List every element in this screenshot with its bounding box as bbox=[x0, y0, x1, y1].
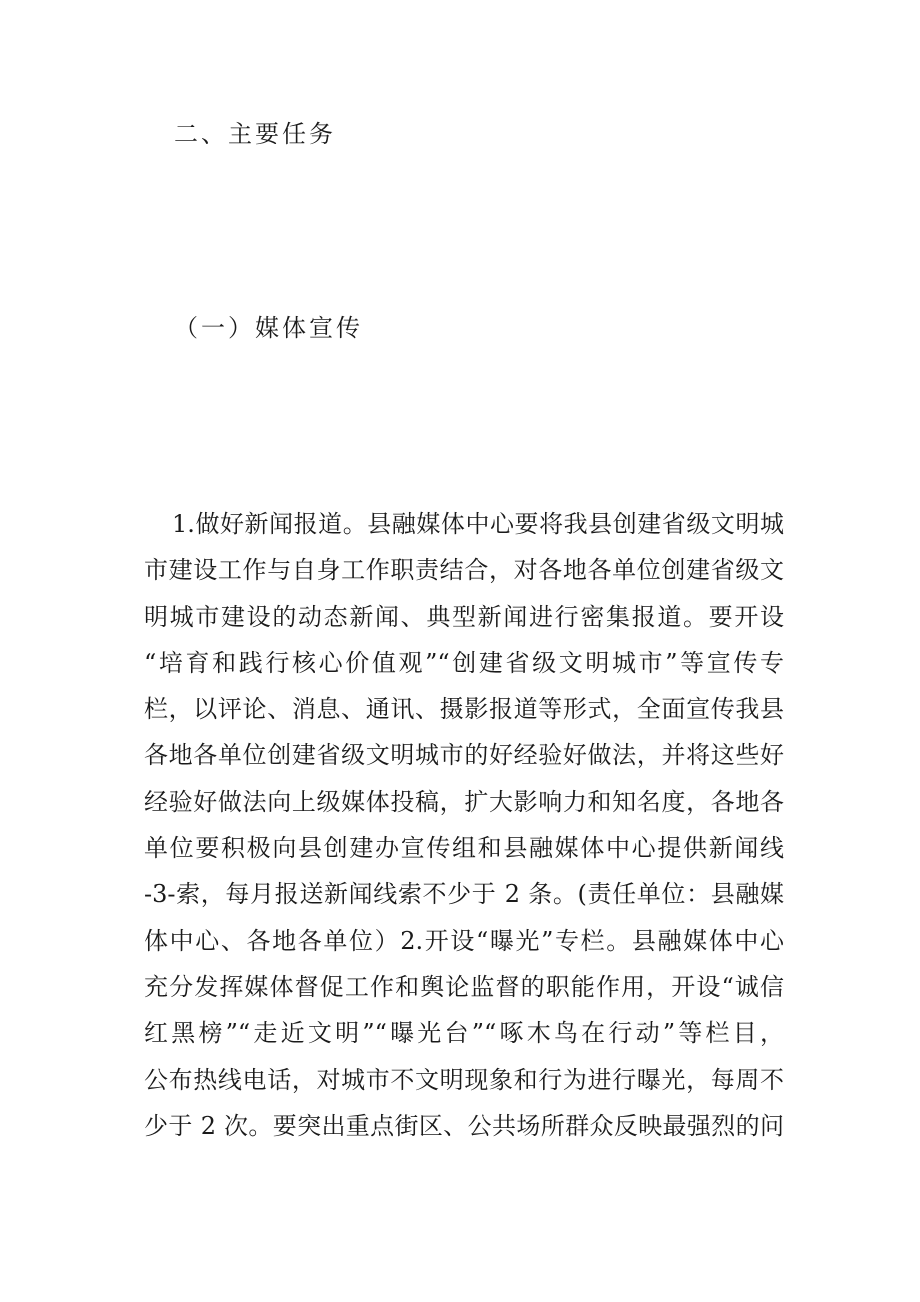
body-line: 充分发挥媒体督促工作和舆论监督的职能作用，开设“诚信 bbox=[144, 972, 784, 1001]
body-line: 栏，以评论、消息、通讯、摄影报道等形式，全面宣传我县 bbox=[144, 695, 784, 724]
body-line: 少于 2 次。要突出重点街区、公共场所群众反映最强烈的问 bbox=[144, 1111, 784, 1140]
subsection-heading: （一）媒体宣传 bbox=[174, 314, 363, 342]
body-line: “培育和践行核心价值观”“创建省级文明城市”等宣传专 bbox=[144, 648, 784, 677]
body-line: 市建设工作与自身工作职责结合，对各地各单位创建省级文 bbox=[144, 556, 784, 585]
body-line: 各地各单位创建省级文明城市的好经验好做法，并将这些好 bbox=[144, 741, 784, 770]
body-paragraph bbox=[144, 507, 784, 1155]
body-line: 体中心、各地各单位）2.开设“曝光”专栏。县融媒体中心 bbox=[144, 926, 784, 955]
body-line: -3-索，每月报送新闻线索不少于 2 条。(责任单位：县融媒 bbox=[144, 880, 784, 909]
body-line: 红黑榜”“走近文明”“曝光台”“啄木鸟在行动”等栏目， bbox=[144, 1019, 784, 1048]
section-heading: 二、主要任务 bbox=[174, 120, 336, 148]
body-line: 经验好做法向上级媒体投稿，扩大影响力和知名度，各地各 bbox=[144, 787, 784, 816]
body-line: 单位要积极向县创建办宣传组和县融媒体中心提供新闻线 bbox=[144, 834, 784, 863]
body-line: 1.做好新闻报道。县融媒体中心要将我县创建省级文明城 bbox=[172, 510, 784, 538]
body-line: 明城市建设的动态新闻、典型新闻进行密集报道。要开设 bbox=[144, 602, 784, 631]
body-line: 公布热线电话，对城市不文明现象和行为进行曝光，每周不 bbox=[144, 1065, 784, 1094]
